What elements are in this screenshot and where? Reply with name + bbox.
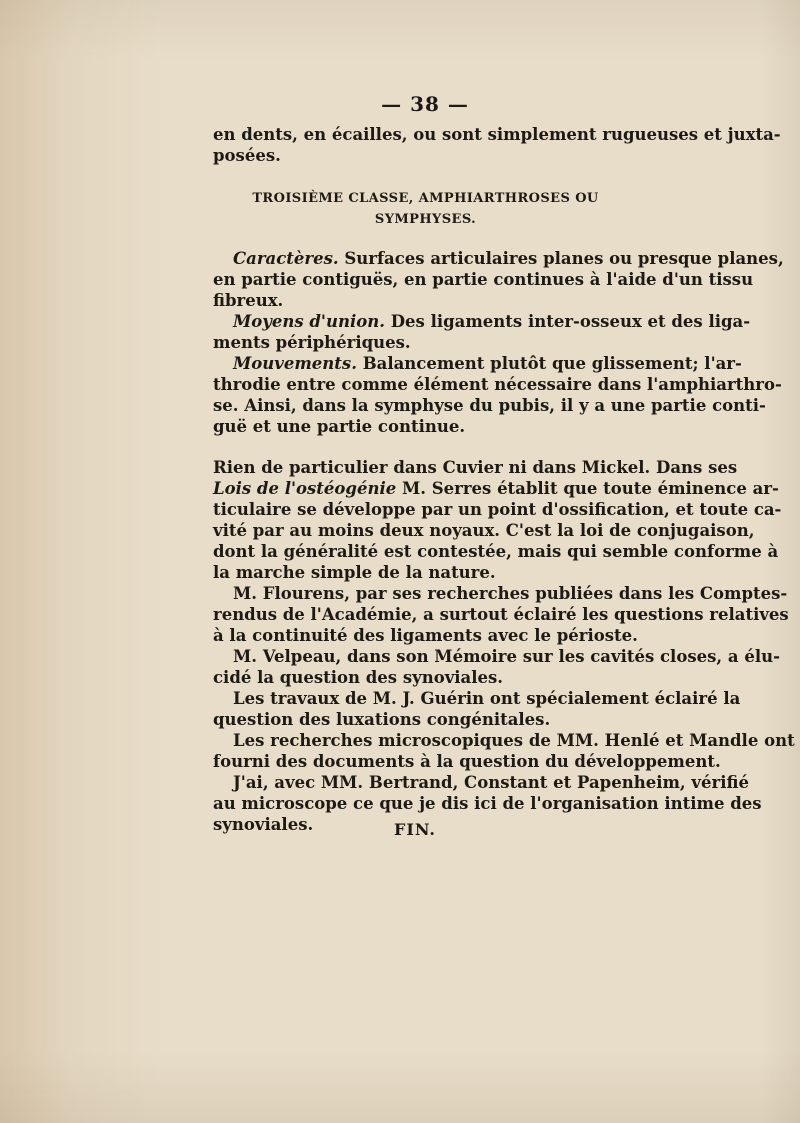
henle-line-2: fourni des documents à la question du développement. (213, 752, 721, 771)
mouvements-label: Mouvements. (233, 354, 357, 373)
rien-line-2 (213, 478, 779, 499)
flourens-line-2: rendus de l'Académie, a surtout éclairé les questions relatives (213, 605, 789, 624)
rien-line-3: ticulaire se développe par un point d'ossification, et toute ca- (213, 500, 782, 519)
mouvements-line-1 (213, 353, 742, 374)
rien-line-4: vité par au moins deux noyaux. C'est la loi de conjugaison, (213, 521, 755, 540)
flourens-line-1: M. Flourens, par ses recherches publiées dans les Comptes- (233, 584, 788, 603)
moyens-label: Moyens d'union. (233, 312, 385, 331)
mouvements-line-2: throdie entre comme élément nécessaire dans l'amphiarthro- (213, 375, 782, 394)
rien-line-6: la marche simple de la nature. (213, 563, 496, 582)
caracteres-line-1-text: Surfaces articulaires planes ou presque planes, (338, 249, 784, 268)
guerin-line-2: question des luxations congénitales. (213, 710, 551, 729)
caracteres-line-1 (213, 248, 784, 269)
moyens-line-2: ments périphériques. (213, 333, 411, 352)
intro-line-1: en dents, en écailles, ou sont simplement rugueuses et juxta- (213, 125, 781, 144)
rien-line-5: dont la généralité est contestée, mais qui semble conforme à (213, 542, 779, 561)
caracteres-label: Caractères. (233, 249, 339, 268)
henle-line-1: Les recherches microscopiques de MM. Henlé et Mandle ont (233, 731, 795, 750)
fin-mark: FIN. (393, 820, 436, 839)
bertrand-line-2: au microscope ce que je dis ici de l'organisation intime des (213, 794, 762, 813)
body-text (213, 124, 795, 835)
mouvements-line-1-text: Balancement plutôt que glissement; l'ar- (356, 354, 742, 373)
paragraph-gap (213, 437, 638, 457)
mouvements-line-3: se. Ainsi, dans la symphyse du pubis, il y a une partie conti- (213, 396, 766, 415)
velpeau-line-1: M. Velpeau, dans son Mémoire sur les cavités closes, a élu- (233, 647, 780, 666)
flourens-line-3: à la continuité des ligaments avec le périoste. (213, 626, 638, 645)
rien-line-1: Rien de particulier dans Cuvier ni dans Mickel. Dans ses (213, 458, 738, 477)
velpeau-line-2: cidé la question des synoviales. (213, 668, 504, 687)
page-number: — 38 — (381, 92, 469, 116)
caracteres-line-3: fibreux. (213, 291, 284, 310)
rien-line-2-text: M. Serres établit que toute éminence ar- (396, 479, 779, 498)
bertrand-line-1: J'ai, avec MM. Bertrand, Constant et Papenheim, vérifié (233, 773, 749, 792)
guerin-line-1: Les travaux de M. J. Guérin ont spécialement éclairé la (233, 689, 741, 708)
bertrand-line-3: synoviales. (213, 815, 314, 834)
moyens-line-1-text: Des ligaments inter-osseux et des liga- (384, 312, 751, 331)
lois-title: Lois de l'ostéogénie (213, 479, 397, 498)
intro-line-2: posées. (213, 146, 281, 165)
caracteres-line-2: en partie contiguës, en partie continues à l'aide d'un tissu (213, 270, 754, 289)
section-heading: TROISIÈME CLASSE, AMPHIARTHROSES OU SYMPHYSES. (252, 191, 599, 227)
mouvements-line-4: guë et une partie continue. (213, 417, 466, 436)
moyens-line-1 (213, 311, 751, 332)
